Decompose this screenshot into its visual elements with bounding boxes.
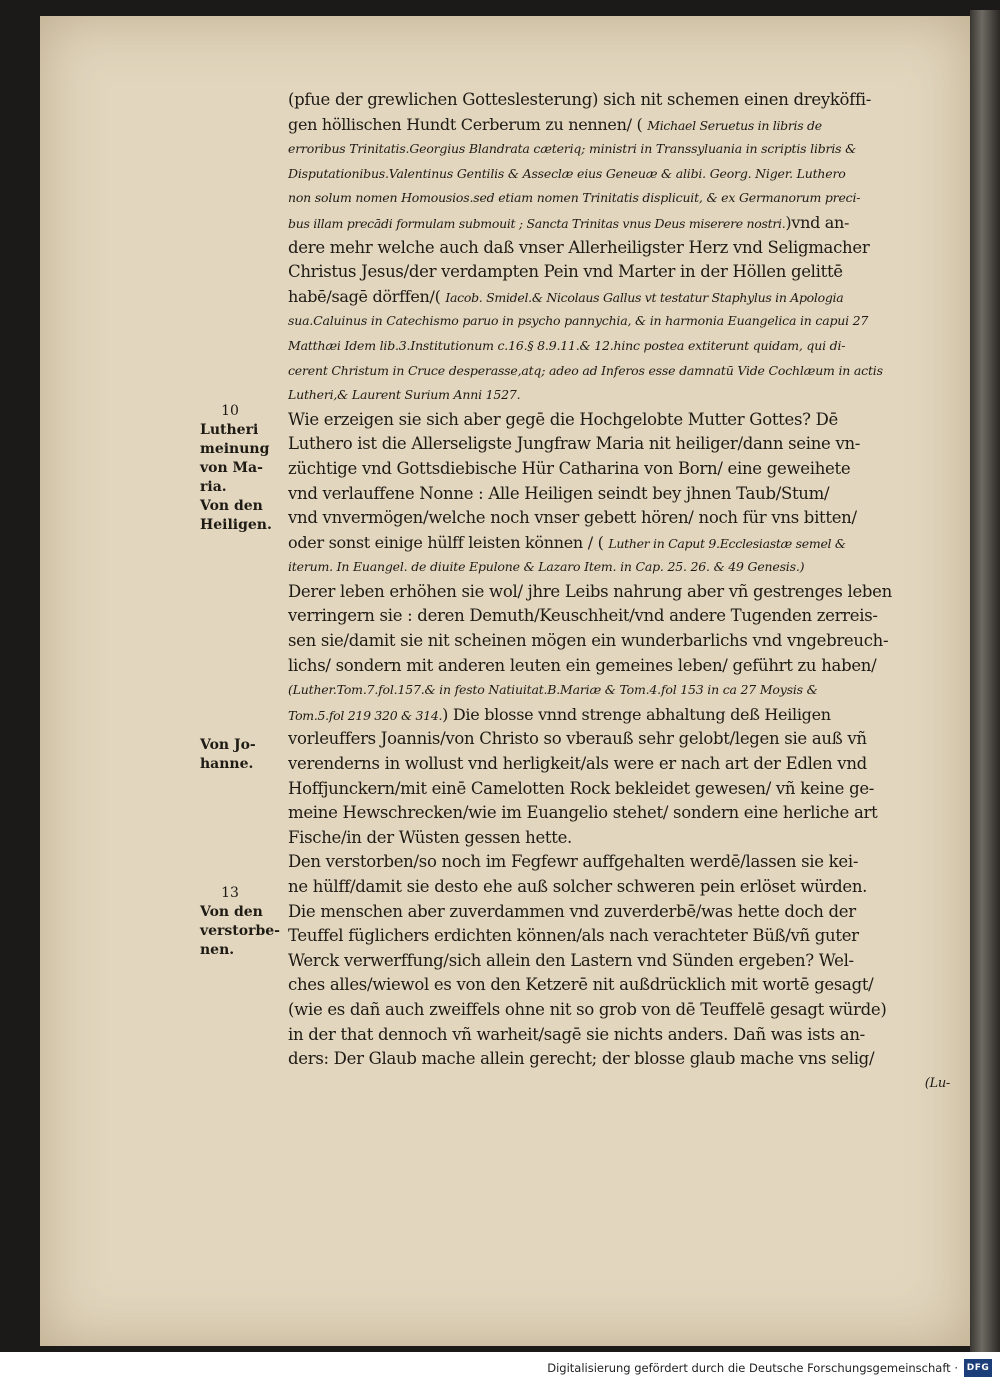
text-line: Die menschen aber zuverdammen vnd zuverderbē/was hette doch der	[288, 901, 856, 921]
text-line: vnd verlauffene Nonne : Alle Heiligen seindt bey jhnen Taub/Stum/	[288, 483, 830, 503]
text-line: vnd vnvermögen/welche noch vnser gebett hören/ noch für vns bitten/	[288, 508, 857, 528]
margin-line: Von den	[200, 498, 263, 514]
margin-line: nen.	[200, 942, 235, 958]
text-line	[288, 703, 968, 728]
margin-line: ria.	[200, 479, 227, 495]
text-line: Lutheri,& Laurent Surium Anni 1527.	[288, 387, 521, 403]
margin-line: Heiligen.	[200, 517, 272, 533]
book-edge	[970, 10, 1000, 1352]
text-line: sen sie/damit sie nit scheinen mögen ein wunderbarlichs vnd vngebreuch-	[288, 631, 889, 651]
text-line: Werck verwerffung/sich allein den Lastern vnd Sünden ergeben? Wel-	[288, 950, 854, 970]
text-line: (Luther.Tom.7.fol.157.& in festo Natiuitat.B.Mariæ & Tom.4.fol 153 in ca 27 Moysis &	[288, 682, 818, 698]
text-line	[288, 113, 968, 138]
german-text: )vnd an-	[785, 212, 850, 232]
text-line: Wie erzeigen sie sich aber gegē die Hochgelobte Mutter Gottes? Dē	[288, 409, 839, 429]
latin-citation: Luther in Caput 9.Ecclesiastæ semel &	[608, 535, 846, 551]
text-line: (wie es dañ auch zweiffels ohne nit so grob von dē Teuffelē gesagt würde)	[288, 999, 887, 1019]
text-line: ne hülff/damit sie desto ehe auß solcher schweren pein erlöset würden.	[288, 877, 868, 896]
text-line: cerent Christum in Cruce desperasse,atq; adeo ad Inferos esse damnatū Vide Cochlæum in actis	[288, 362, 883, 378]
catchword: (Lu-	[924, 1075, 950, 1091]
latin-citation: Tom.5.fol 219 320 & 314.	[288, 707, 443, 723]
body-text	[288, 88, 968, 1096]
margin-line: Von den	[200, 904, 263, 920]
text-line: lichs/ sondern mit anderen leuten ein gemeines leben/ geführt zu haben/	[288, 655, 877, 675]
margin-number: 10	[221, 403, 239, 419]
text-line: Matthæi Idem lib.3.Institutionum c.16.§ 8.9.11.& 12.hinc postea extiterunt quidam, qui di-	[288, 337, 846, 353]
text-line	[288, 531, 968, 556]
footer-bar	[0, 1352, 1000, 1386]
dfg-logo-icon: DFG	[964, 1359, 992, 1377]
text-line: Teuffel füglichers erdichten können/als nach verachteter Büß/vñ guter	[288, 926, 859, 946]
margin-line: verstorbe-	[200, 923, 280, 939]
text-line: Disputationibus.Valentinus Gentilis & Asseclæ eius Geneuæ & alibi. Georg. Niger. Luthero	[288, 165, 846, 181]
text-line: non solum nomen Homousios.sed etiam nomen Trinitatis displicuit, & ex Germanorum preci-	[288, 190, 861, 206]
text-line: dere mehr welche auch daß vnser Allerheiligster Herz vnd Seligmacher	[288, 237, 870, 257]
margin-line: meinung	[200, 441, 270, 457]
text-line	[288, 285, 968, 310]
margin-note-verstorbenen	[200, 884, 290, 960]
text-line: verenderns in wollust vnd herligkeit/als were er nach art der Edlen vnd	[288, 754, 867, 774]
text-line	[288, 211, 968, 236]
margin-number: 13	[221, 885, 239, 901]
text-line: sua.Caluinus in Catechismo paruo in psycho pannychia, & in harmonia Euangelica in capui 27	[288, 313, 869, 329]
text-line: Den verstorben/so noch im Fegfewr auffgehalten werdē/lassen sie kei-	[288, 852, 859, 872]
text-line: vorleuffers Joannis/von Christo so vberauß sehr gelobt/legen sie auß vñ	[288, 729, 867, 749]
text-line: ches alles/wiewol es von den Ketzerē nit außdrücklich mit wortē gesagt/	[288, 975, 874, 995]
latin-citation: Iacob. Smidel.& Nicolaus Gallus vt testatur Staphylus in Apologia	[445, 289, 844, 305]
text-line: züchtige vnd Gottsdiebische Hür Catharina von Born/ eine geweihete	[288, 458, 851, 478]
text-line: Derer leben erhöhen sie wol/ jhre Leibs nahrung aber vñ gestrenges leben	[288, 581, 892, 601]
text-line: (pfue der grewlichen Gotteslesterung) sich nit schemen einen dreyköffi-	[288, 90, 872, 109]
text-line: Fische/in der Wüsten gessen hette.	[288, 827, 573, 847]
text-line: erroribus Trinitatis.Georgius Blandrata cæteriq; ministri in Transsyluania in scriptis libris &	[288, 141, 857, 157]
german-text: ) Die blosse vnnd strenge abhaltung deß Heiligen	[442, 704, 831, 724]
text-line: in der that dennoch vñ warheit/sagē sie nichts anders. Dañ was ists an-	[288, 1024, 865, 1044]
latin-citation: Michael Seruetus in libris de	[647, 117, 822, 133]
german-text: oder sonst einige hülff leisten können / (	[288, 532, 604, 552]
german-text: gen höllischen Hundt Cerberum zu nennen/ (	[288, 114, 643, 134]
text-line: Hoffjunckern/mit einē Camelotten Rock bekleidet gewesen/ vñ keine ge-	[288, 778, 875, 798]
margin-line: Lutheri	[200, 422, 259, 438]
margin-line: hanne.	[200, 756, 254, 772]
margin-note-maria	[200, 402, 290, 535]
text-line: verringern sie : deren Demuth/Keuschheit/vnd andere Tugenden zerreis-	[288, 606, 878, 626]
text-line: Luthero ist die Allerseligste Jungfraw Maria nit heiliger/dann seine vn-	[288, 434, 861, 454]
text-line: ders: Der Glaub mache allein gerecht; der blosse glaub mache vns selig/	[288, 1049, 875, 1069]
german-text: habē/sagē dörffen/(	[288, 286, 441, 306]
latin-citation: bus illam precādi formulam submouit ; Sancta Trinitas vnus Deus miserere nostri.	[288, 215, 786, 231]
text-line: meine Hewschrecken/wie im Euangelio stehet/ sondern eine herliche art	[288, 803, 878, 823]
margin-line: von Ma-	[200, 460, 263, 476]
text-line: iterum. In Euangel. de diuite Epulone & Lazaro Item. in Cap. 25. 26. & 49 Genesis.)	[288, 559, 805, 575]
margin-line: Von Jo-	[200, 737, 256, 753]
funding-notice: Digitalisierung gefördert durch die Deutsche Forschungsgemeinschaft ·	[547, 1361, 958, 1375]
text-line: Christus Jesus/der verdampten Pein vnd Marter in der Höllen gelittē	[288, 262, 843, 282]
margin-note-johanne	[200, 736, 290, 774]
